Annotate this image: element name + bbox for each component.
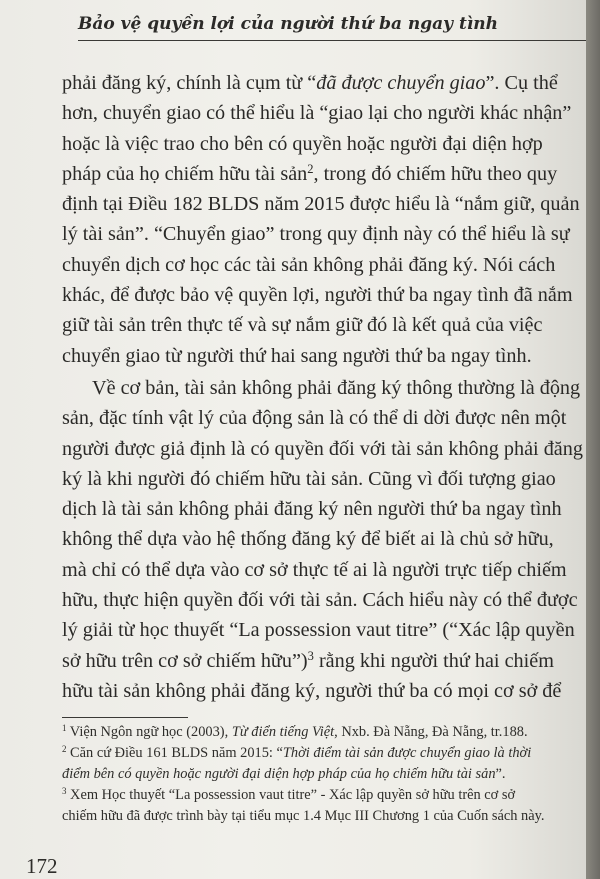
text-line: phải đăng ký, chính là cụm từ “đã được chuyển giao”. Cụ thể [62,72,558,94]
text-line: hữu, thực hiện quyền đối với tài sản. Cách hiểu này có thể được [62,589,578,612]
text-line: chuyển dịch cơ học các tài sản không phải đăng ký. Nói cách [62,253,556,276]
text-line: Về cơ bản, tài sản không phải đăng ký thông thường là động [92,376,581,399]
text-line: định tại Điều 182 BLDS năm 2015 được hiểu là “nắm giữ, quản [62,193,580,216]
text-line: hoặc là việc trao cho bên có quyền hoặc người đại diện hợp [62,132,543,155]
text-line: ký là khi người đó chiếm hữu tài sản. Cũng vì đối tượng giao [62,467,556,490]
text-line: hơn, chuyển giao có thể hiểu là “giao lại cho người khác nhận” [62,102,572,125]
footnote-ref-3[interactable]: 3 [307,648,314,663]
footnote-3: $^3$ Xem Học thuyết “La possession vaut titre” - Xác lập quyền sở hữu trên cơ sở [62,786,516,803]
text-line: lý tài sản”. “Chuyển giao” trong quy định này có thể hiểu là sự [62,223,570,246]
footnote-3-continued: chiếm hữu đã được trình bày tại tiểu mục 1.4 Mục III Chương 1 của Cuốn sách này. [62,808,545,824]
text-line: không thể dựa vào hệ thống đăng ký để biết ai là chủ sở hữu, [62,528,554,551]
paragraph-1 [62,68,586,371]
text-line: người được giả định là có quyền đối với tài sản không phải đăng [62,437,583,460]
text-line: giữ tài sản trên thực tế và sự nắm giữ đó là kết quả của việc [62,314,543,337]
text-line: lý giải từ học thuyết “La possession vaut titre” (“Xác lập quyền [62,619,575,642]
text-line: chuyển giao từ người thứ hai sang người thứ ba ngay tình. [62,344,532,367]
footnote-1: $^1$ Viện Ngôn ngữ học (2003), Từ điển tiếng Việt, Nxb. Đà Nẵng, Đà Nẵng, tr.188. [62,723,528,740]
paragraph-2 [62,373,586,706]
text-line: dịch là tài sản không phải đăng ký nên người thứ ba ngay tình [62,498,562,521]
footnote-2-continued: điểm bên có quyền hoặc người đại diện hợp pháp của họ chiếm hữu tài sản”. [62,766,506,782]
footnote-rule [62,717,188,718]
header-rule [78,40,586,41]
footnote-2: $^2$ Căn cứ Điều 161 BLDS năm 2015: “Thời điểm tài sản được chuyển giao là thời [62,744,532,761]
text-line: sở hữu trên cơ sở chiếm hữu”)$^3$ rằng khi người thứ hai chiếm [62,648,554,672]
text-line: hữu tài sản không phải đăng ký, người thứ ba có mọi cơ sở để [62,679,562,702]
text-line: mà chỉ có thể dựa vào cơ sở thực tế ai là người trực tiếp chiếm [62,558,567,581]
text-line: pháp của họ chiếm hữu tài sản$^2$, trong đó chiếm hữu theo quy [62,162,558,185]
footnotes [62,722,586,827]
italic-phrase: đã được chuyển giao [316,72,486,94]
footnote-ref-2[interactable]: 2 [307,162,314,177]
text-line: sản, đặc tính vật lý của động sản là có thể di dời được nên một [62,407,567,430]
body-text [62,68,586,706]
text-line: khác, để được bảo vệ quyền lợi, người thứ ba ngay tình đã nắm [62,284,573,307]
page-number: 172 [26,854,58,878]
running-head: Bảo vệ quyền lợi của người thứ ba ngay tình [78,14,499,34]
page-edge-shadow [586,0,600,879]
